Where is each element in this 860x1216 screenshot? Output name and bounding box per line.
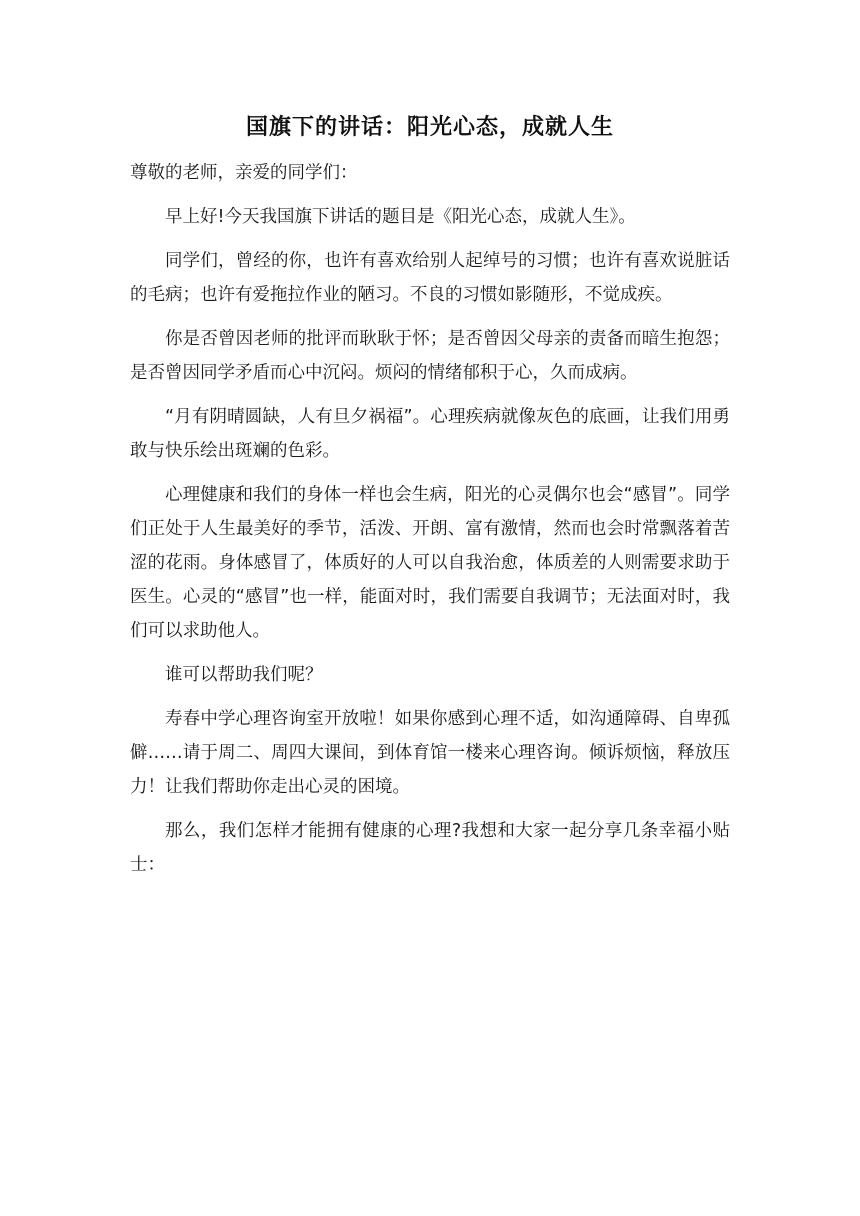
paragraph-mental-health: 心理健康和我们的身体一样也会生病，阳光的心灵偶尔也会“感冒”。同学们正处于人生最美好的季节，活泼、开朗、富有激情，然而也会时常飘落着苦涩的花雨。身体感冒了，体质好的人可以自我治愈，体质差的人则需要求助于医生。心灵的“感冒”也一样，能面对时，我们需要自我调节；无法面对时，我们可以求助他人。	[130, 485, 730, 641]
document-body	[130, 156, 730, 892]
salutation: 尊敬的老师，亲爱的同学们：	[130, 163, 358, 183]
paragraph-quote: “月有阴晴圆缺，人有旦夕祸福”。心理疾病就像灰色的底画，让我们用勇敢与快乐绘出斑斓的色彩。	[130, 407, 730, 461]
paragraph-tips-intro: 那么，我们怎样才能拥有健康的心理?我想和大家一起分享几条幸福小贴士：	[130, 821, 730, 875]
paragraph-question: 谁可以帮助我们呢？	[165, 665, 323, 685]
paragraph-bad-habits: 同学们，曾经的你，也许有喜欢给别人起绰号的习惯；也许有喜欢说脏话的毛病；也许有爱拖拉作业的陋习。不良的习惯如影随形，不觉成疾。	[130, 251, 730, 305]
paragraph-counseling-room: 寿春中学心理咨询室开放啦！如果你感到心理不适，如沟通障碍、自卑孤僻……请于周二、周四大课间，到体育馆一楼来心理咨询。倾诉烦恼，释放压力！让我们帮助你走出心灵的困境。	[130, 709, 730, 797]
document-title: 国旗下的讲话：阳光心态，成就人生	[245, 115, 614, 140]
paragraph-grievances: 你是否曾因老师的批评而耿耿于怀；是否曾因父母亲的责备而暗生抱怨；是否曾因同学矛盾而心中沉闷。烦闷的情绪郁积于心，久而成病。	[130, 329, 730, 383]
paragraph-greeting: 早上好!今天我国旗下讲话的题目是《阳光心态，成就人生》。	[165, 207, 636, 227]
